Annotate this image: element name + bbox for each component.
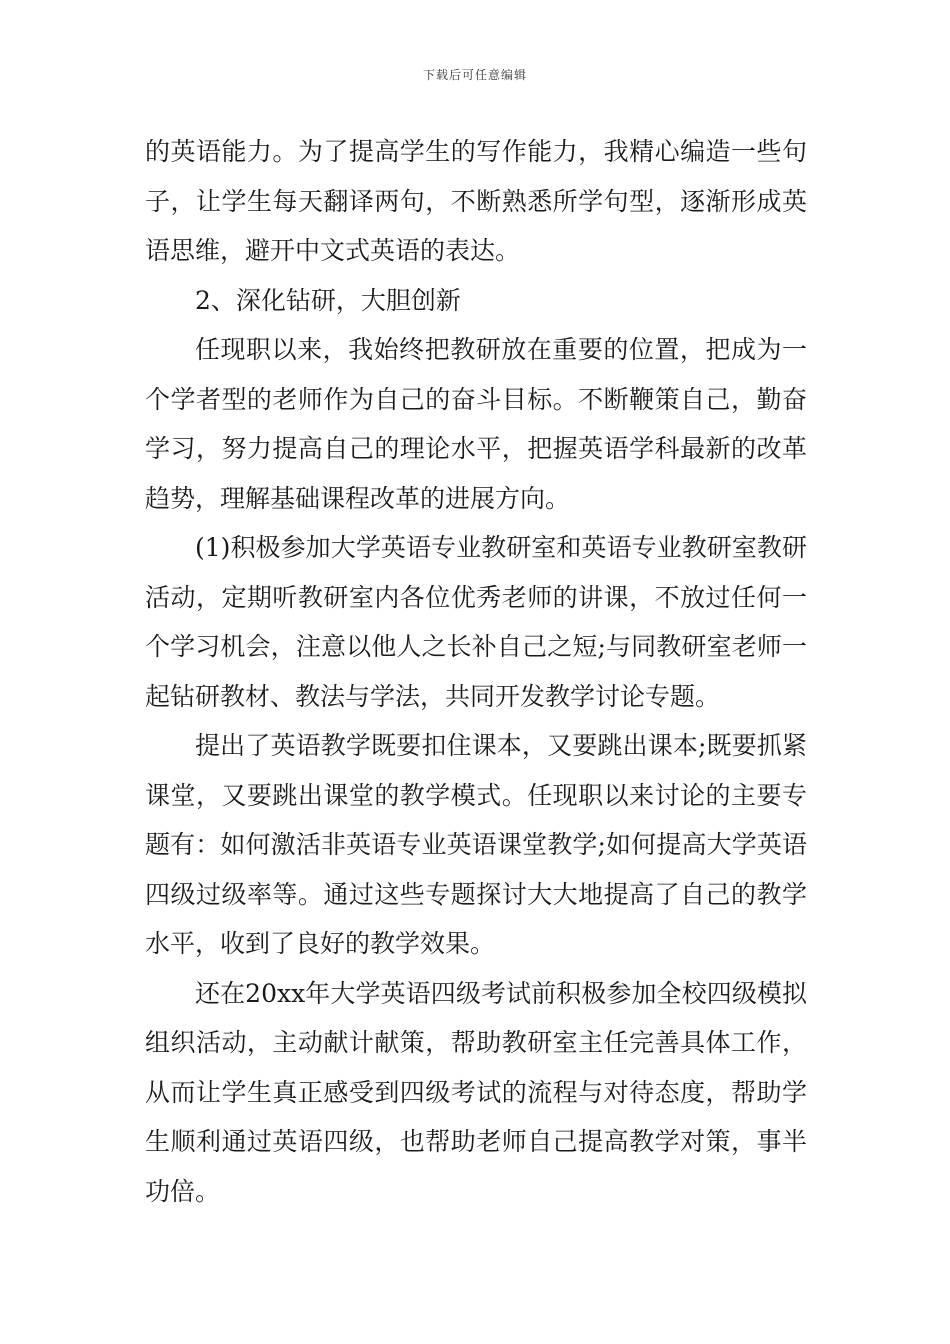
paragraph: 提出了英语教学既要扣住课本，又要跳出课本;既要抓紧课堂，又要跳出课堂的教学模式。任现职以来讨论的主要专题有：如何激活非英语专业英语课堂教学;如何提高大学英语四级过级率等。通过这些专题探讨大大地提高了自己的教学水平，收到了良好的教学效果。 xyxy=(145,731,807,958)
document-body xyxy=(145,127,807,1216)
paragraph: 的英语能力。为了提高学生的写作能力，我精心编造一些句子，让学生每天翻译两句，不断熟悉所学句型，逐渐形成英语思维，避开中文式英语的表达。 xyxy=(145,137,807,265)
paragraph: 任现职以来，我始终把教研放在重要的位置，把成为一个学者型的老师作为自己的奋斗目标。不断鞭策自己，勤奋学习，努力提高自己的理论水平，把握英语学科最新的改革趋势，理解基础课程改革的进展方向。 xyxy=(145,335,807,513)
page-header: 下载后可任意编辑 xyxy=(422,68,527,82)
paragraph: (1)积极参加大学英语专业教研室和英语专业教研室教研活动，定期听教研室内各位优秀老师的讲课，不放过任何一个学习机会，注意以他人之长补自己之短;与同教研室老师一起钻研教材、教法与学法，共同开发教学讨论专题。 xyxy=(145,533,807,711)
section-heading: 2、深化钻研，大胆创新 xyxy=(195,285,461,315)
paragraph: 还在20xx年大学英语四级考试前积极参加全校四级模拟组织活动，主动献计献策，帮助教研室主任完善具体工作，从而让学生真正感受到四级考试的流程与对待态度，帮助学生顺利通过英语四级，也帮助老师自己提高教学对策，事半功倍。 xyxy=(145,978,807,1206)
